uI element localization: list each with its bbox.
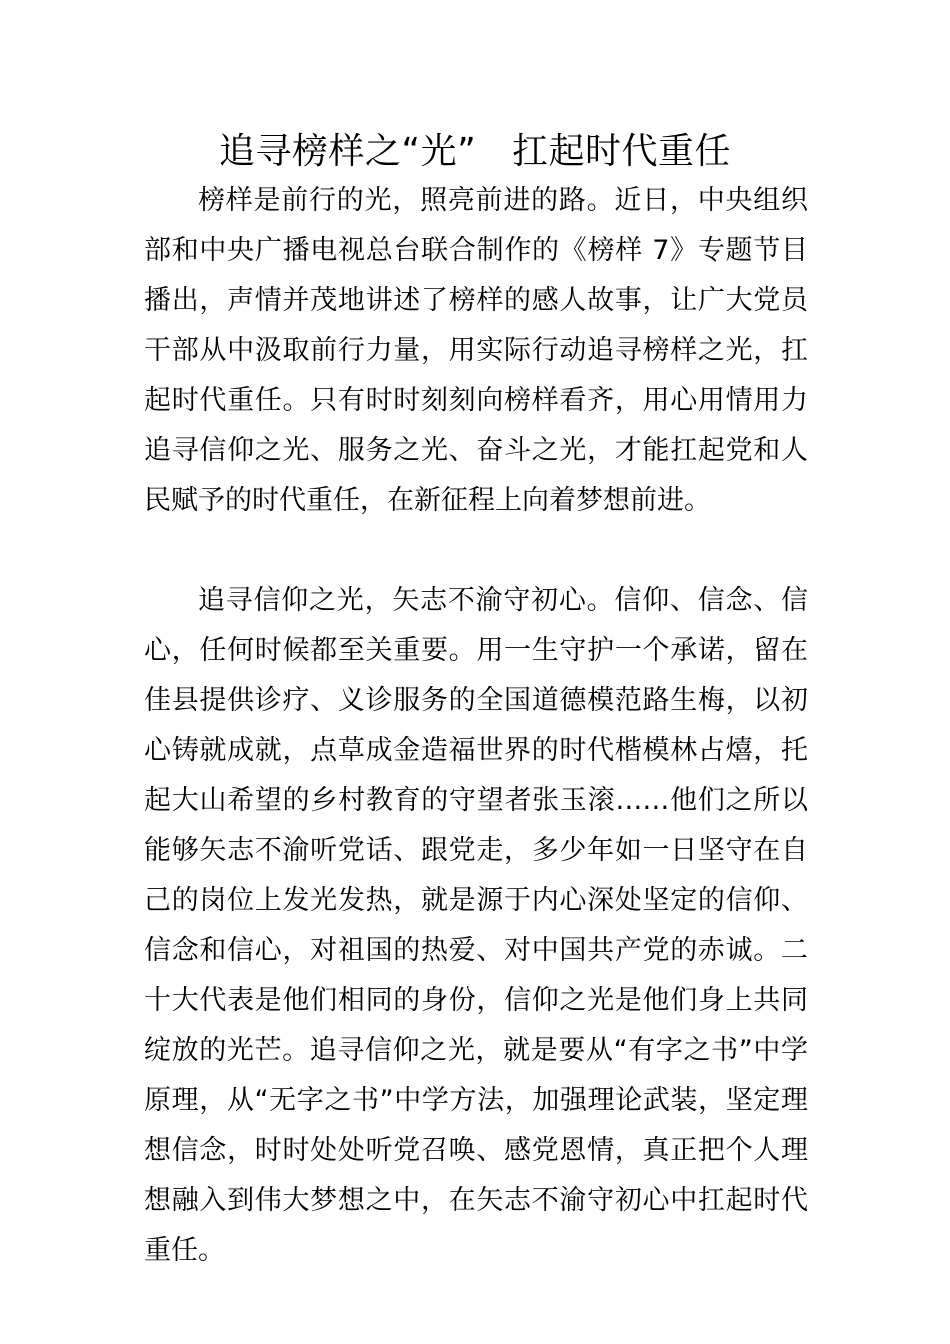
document-title: 追寻榜样之“光” 扛起时代重任 <box>218 131 732 172</box>
paragraph-intro: 榜样是前行的光，照亮前进的路。近日，中央组织部和中央广播电视总台联合制作的《榜样 7》专题节目播出，声情并茂地讲述了榜样的感人故事，让广大党员干部从中汲取前行力量，用实际行动追寻榜样之光，扛起时代重任。只有时时刻刻向榜样看齐，用心用情用力追寻信仰之光、服务之光、奋斗之光，才能扛起党和人民赋予的时代重任，在新征程上向着梦想前进。 <box>144 185 808 516</box>
paragraph-faith-light: 追寻信仰之光，矢志不渝守初心。信仰、信念、信心，任何时候都至关重要。用一生守护一个承诺，留在佳县提供诊疗、义诊服务的全国道德模范路生梅，以初心铸就成就，点草成金造福世界的时代楷模林占熺，托起大山希望的乡村教育的守望者张玉滚……他们之所以能够矢志不渝听党话、跟党走，多少年如一日坚守在自己的岗位上发光发热，就是源于内心深处坚定的信仰、信念和信心，对祖国的热爱、对中国共产党的赤诚。二十大代表是他们相同的身份，信仰之光是他们身上共同绽放的光芒。追寻信仰之光，就是要从“有字之书”中学原理，从“无字之书”中学方法，加强理论武装，坚定理想信念，时时处处听党召唤、感党恩情，真正把个人理想融入到伟大梦想之中，在矢志不渝守初心中扛起时代重任。 <box>144 585 808 1266</box>
